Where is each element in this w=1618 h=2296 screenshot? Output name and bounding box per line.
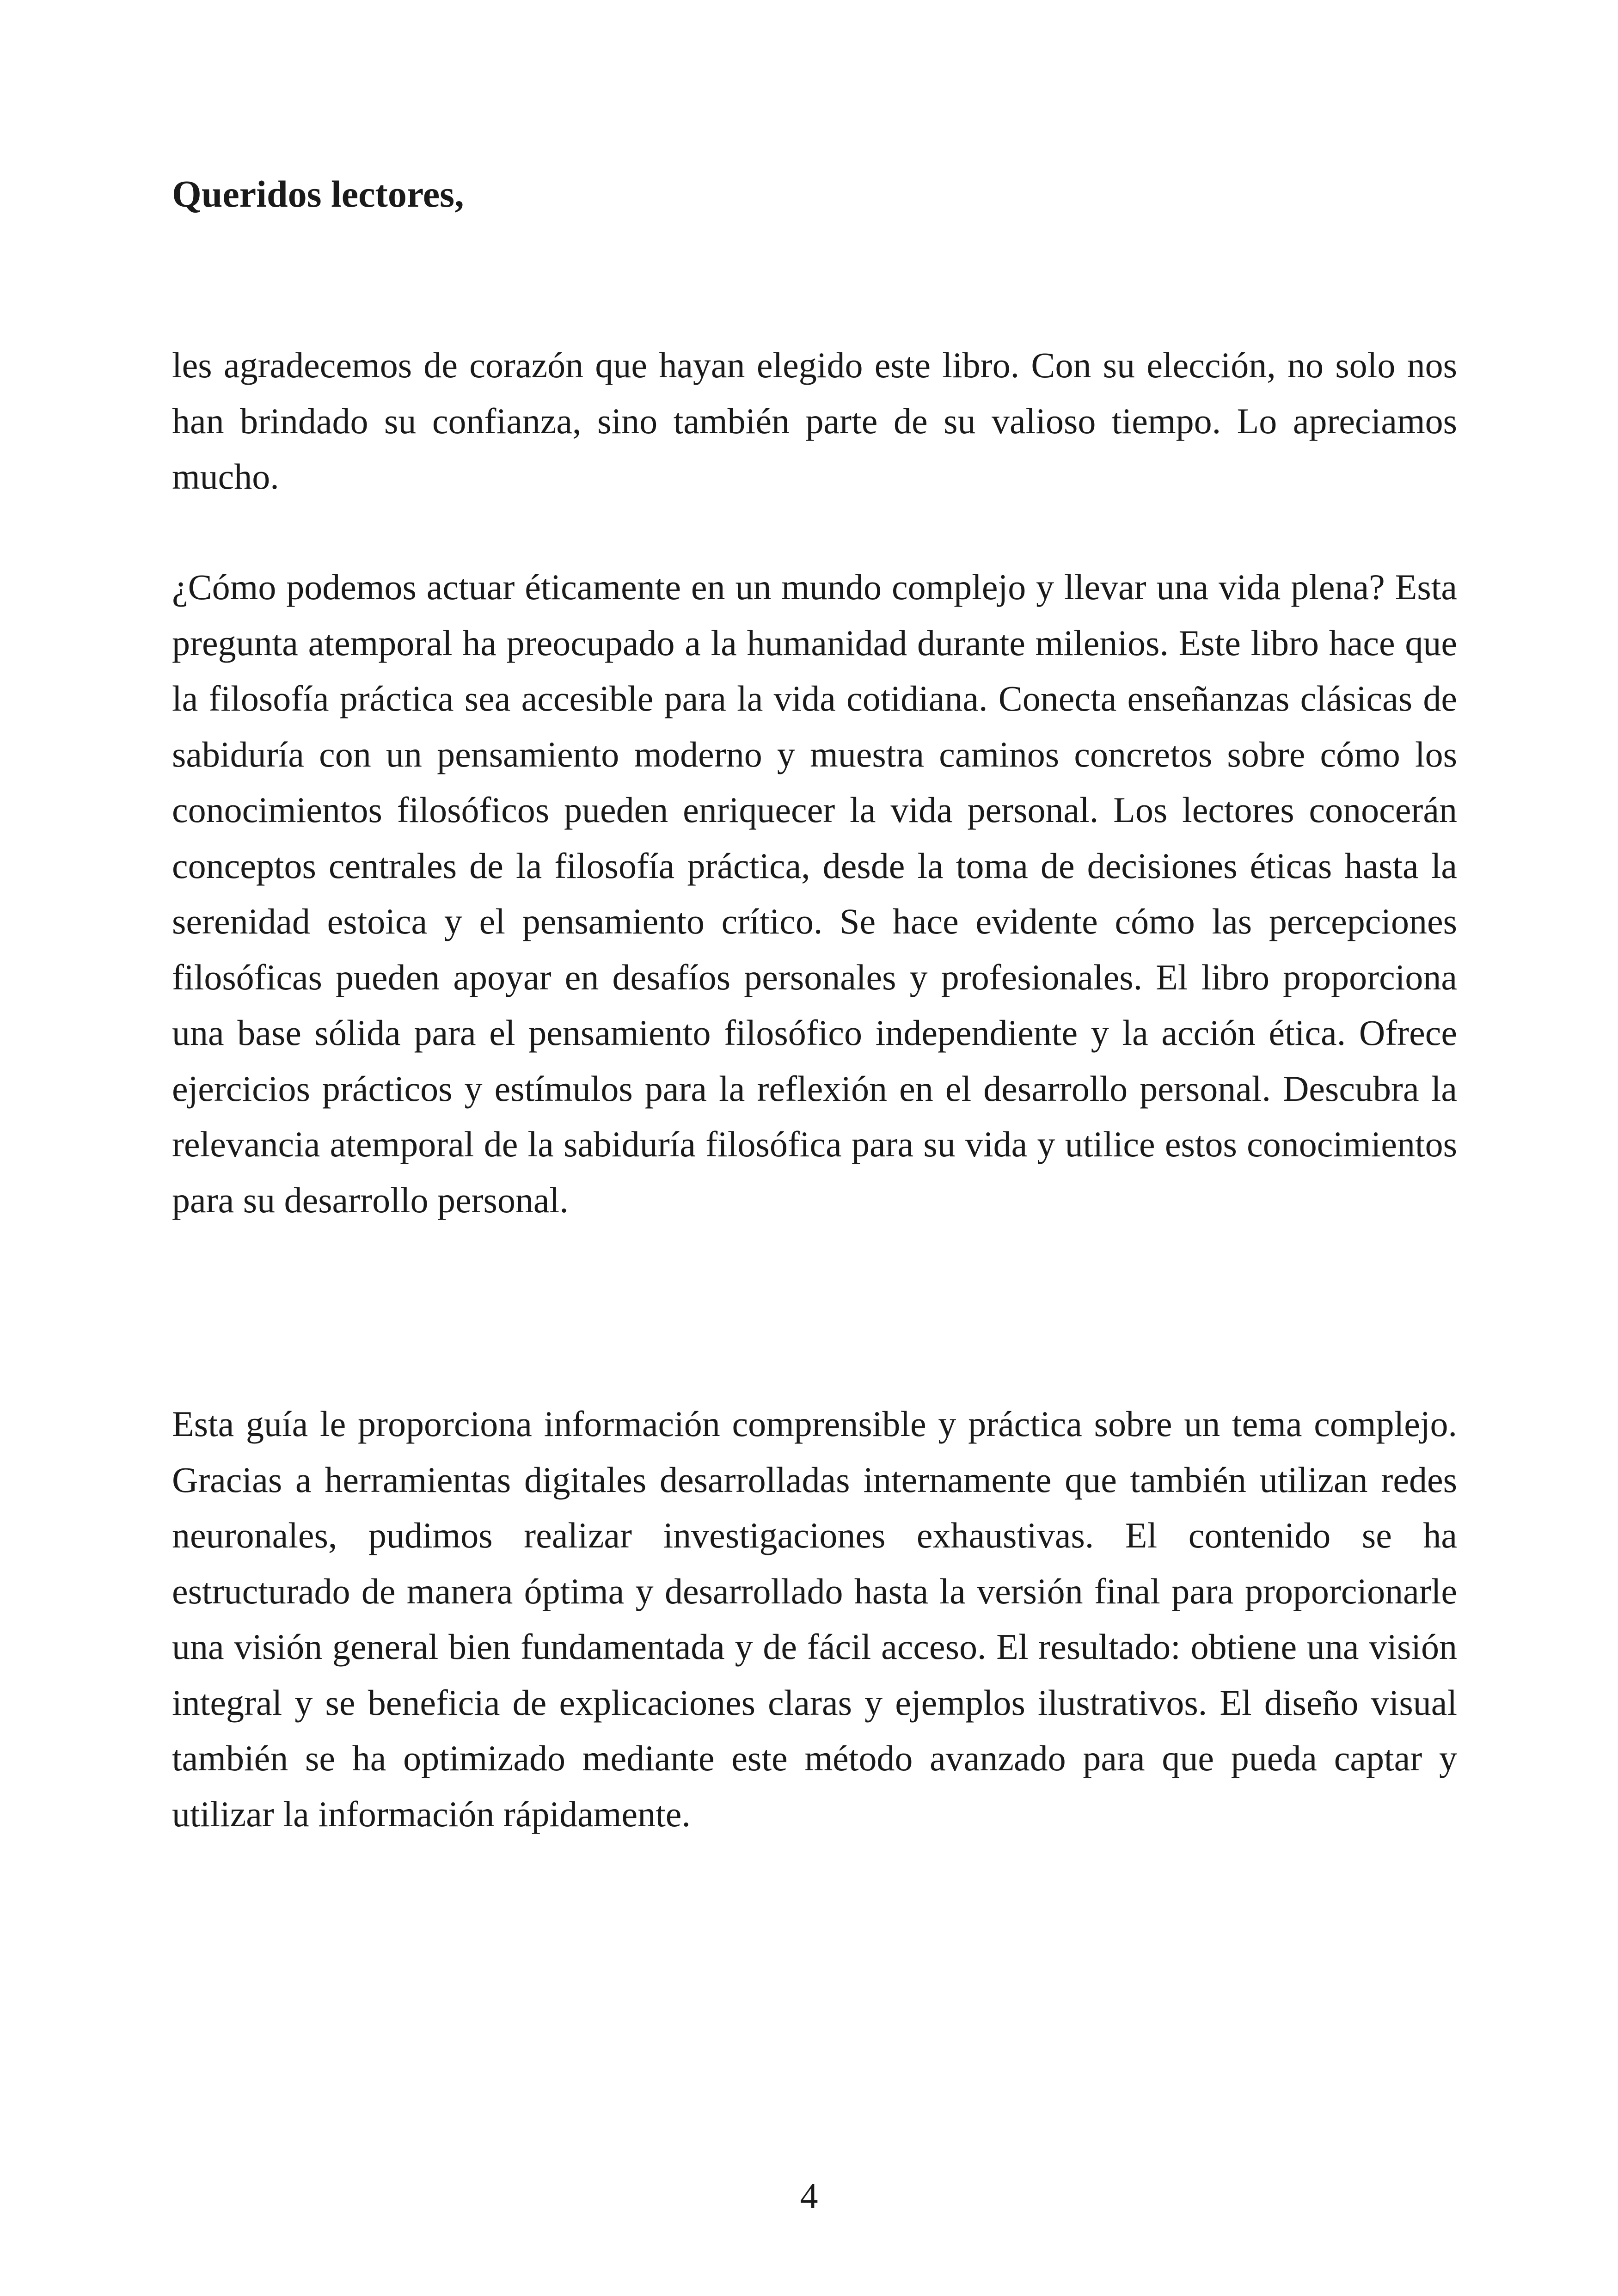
paragraph-gratitude: les agradecemos de corazón que hayan elegido este libro. Con su elección, no solo nos han brindado su confianza, sino también parte de su valioso tiempo. Lo apreciamos mucho. bbox=[172, 345, 1457, 497]
page-number: 4 bbox=[800, 2176, 818, 2216]
paragraph-book-description: ¿Cómo podemos actuar éticamente en un mundo complejo y llevar una vida plena? Esta pregunta atemporal ha preocupado a la humanidad durante milenios. Este libro hace que la filosofía práctica sea accesible para la vida cotidiana. Conecta enseñanzas clásicas de sabiduría con un pensamiento moderno y muestra caminos concretos sobre cómo los conocimientos filosóficos pueden enriquecer la vida personal. Los lectores conocerán conceptos centrales de la filosofía práctica, desde la toma de decisiones éticas hasta la serenidad estoica y el pensamiento crítico. Se hace evidente cómo las percepciones filosóficas pueden apoyar en desafíos personales y profesionales. El libro proporciona una base sólida para el pensamiento filosófico independiente y la acción ética. Ofrece ejercicios prácticos y estímulos para la reflexión en el desarrollo personal. Descubra la relevancia atemporal de la sabiduría filosófica para su vida y utilice estos conocimientos para su desarrollo personal. bbox=[172, 567, 1457, 1220]
salutation-heading: Queridos lectores, bbox=[172, 173, 464, 215]
paragraph-guide-method: Esta guía le proporciona información comprensible y práctica sobre un tema complejo. Gracias a herramientas digitales desarrolladas internamente que también utilizan redes neuronales, pudimos realizar investigaciones exhaustivas. El contenido se ha estructurado de manera óptima y desarrollado hasta la versión final para proporcionarle una visión general bien fundamentada y de fácil acceso. El resultado: obtiene una visión integral y se beneficia de explicaciones claras y ejemplos ilustrativos. El diseño visual también se ha optimizado mediante este método avanzado para que pueda captar y utilizar la información rápidamente. bbox=[172, 1404, 1457, 1834]
